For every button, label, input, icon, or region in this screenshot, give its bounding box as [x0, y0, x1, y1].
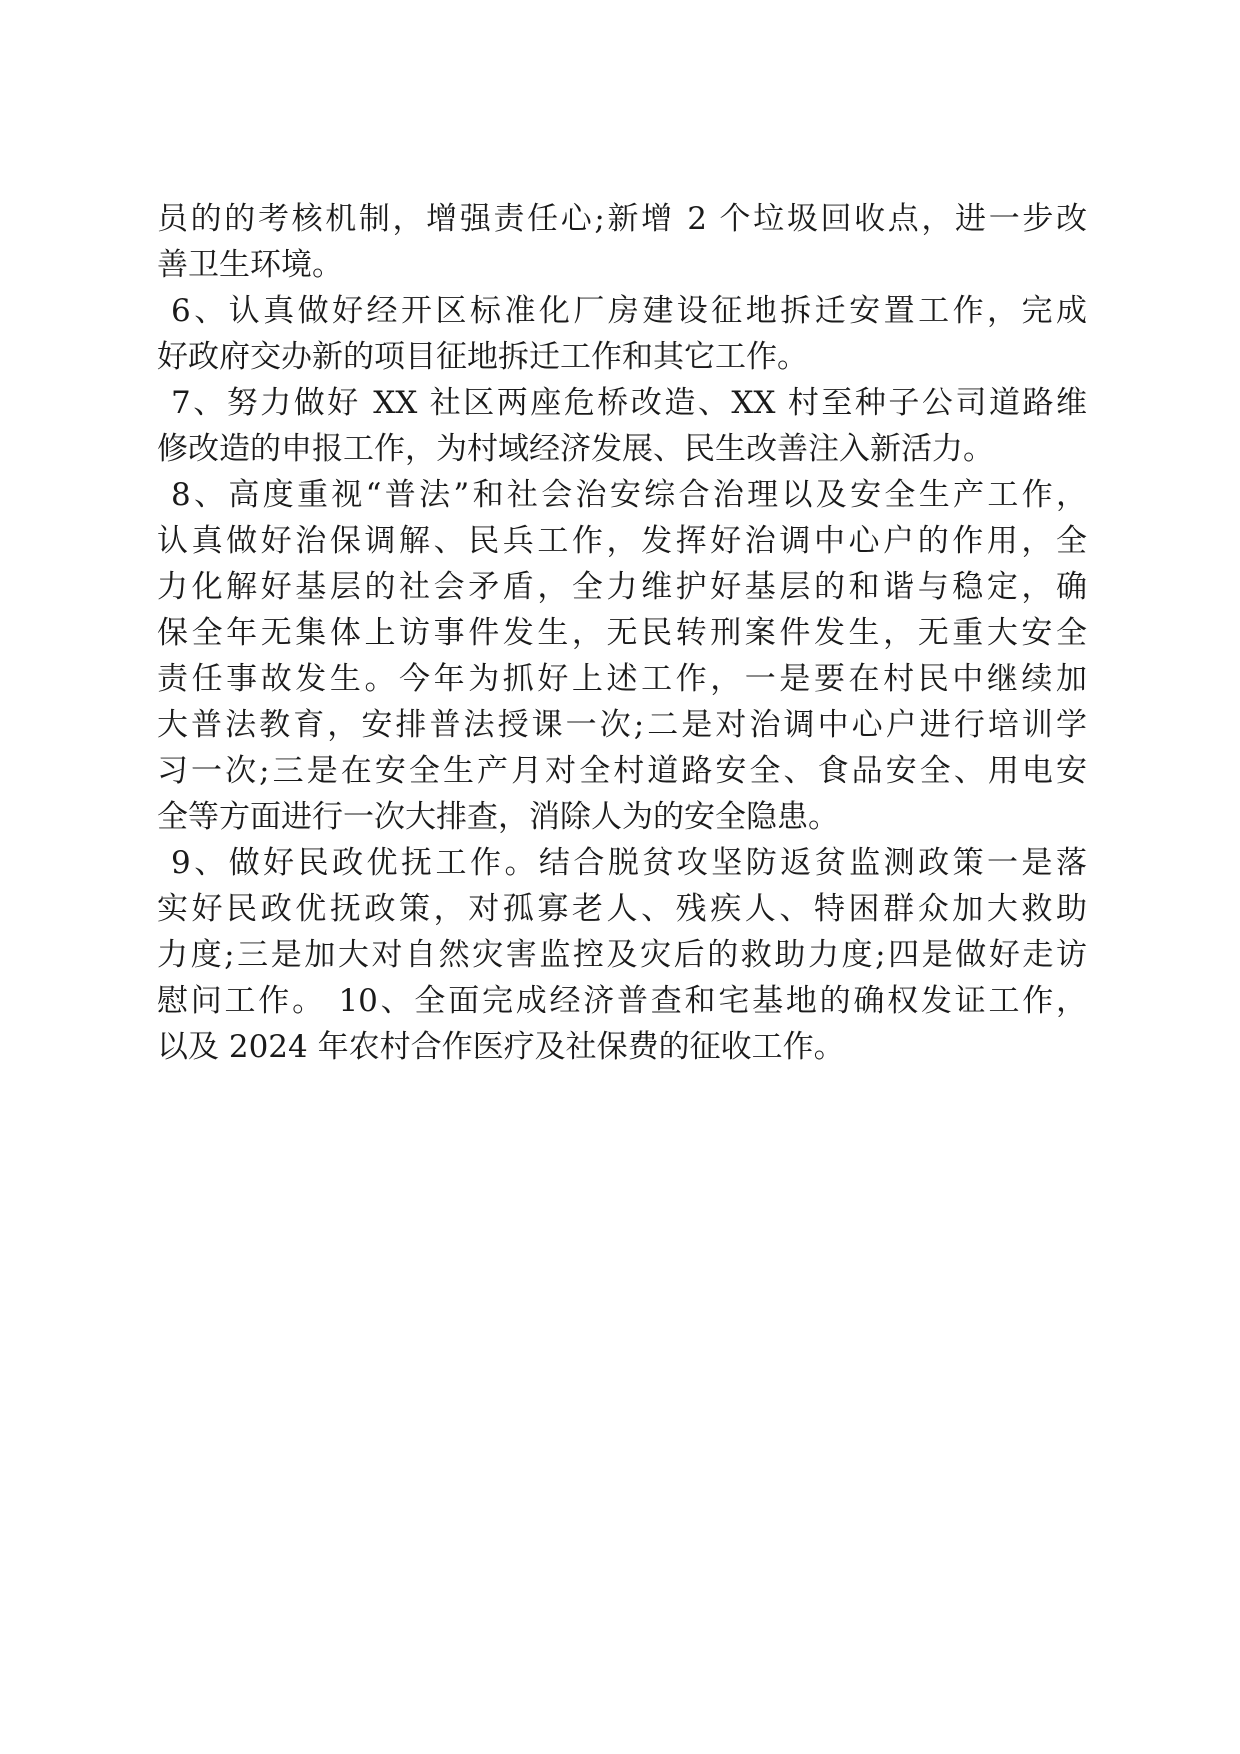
text-line: 习一次;三是在安全生产月对全村道路安全、食品安全、用电安 [157, 753, 1087, 789]
text-line: 慰问工作。 10、全面完成经济普查和宅基地的确权发证工作， [157, 983, 1087, 1019]
text-line: 8、高度重视“普法”和社会治安综合治理以及安全生产工作， [171, 477, 1087, 513]
text-line: 7、努力做好 XX 社区两座危桥改造、XX 村至种子公司道路维 [171, 385, 1087, 421]
text-line: 力度;三是加大对自然灾害监控及灾后的救助力度;四是做好走访 [157, 937, 1087, 973]
text-line: 员的的考核机制，增强责任心;新增 2 个垃圾回收点，进一步改 [157, 201, 1087, 237]
text-line: 修改造的申报工作，为村域经济发展、民生改善注入新活力。 [157, 431, 994, 467]
text-line: 好政府交办新的项目征地拆迁工作和其它工作。 [157, 339, 808, 375]
text-line: 保全年无集体上访事件发生，无民转刑案件发生，无重大安全 [157, 615, 1087, 651]
text-line: 责任事故发生。今年为抓好上述工作，一是要在村民中继续加 [157, 661, 1087, 697]
text-line: 全等方面进行一次大排查，消除人为的安全隐患。 [157, 799, 839, 835]
text-line: 力化解好基层的社会矛盾，全力维护好基层的和谐与稳定，确 [157, 569, 1087, 605]
text-line: 实好民政优抚政策，对孤寡老人、残疾人、特困群众加大救助 [157, 891, 1087, 927]
text-line: 6、认真做好经开区标准化厂房建设征地拆迁安置工作，完成 [171, 293, 1087, 329]
text-line: 以及 2024 年农村合作医疗及社保费的征收工作。 [157, 1029, 845, 1065]
text-line: 大普法教育，安排普法授课一次;二是对治调中心户进行培训学 [157, 707, 1087, 743]
text-line: 9、做好民政优抚工作。结合脱贫攻坚防返贫监测政策一是落 [171, 845, 1087, 881]
text-line: 认真做好治保调解、民兵工作，发挥好治调中心户的作用，全 [157, 523, 1087, 559]
document-body [157, 196, 1087, 1070]
text-line: 善卫生环境。 [157, 247, 343, 283]
